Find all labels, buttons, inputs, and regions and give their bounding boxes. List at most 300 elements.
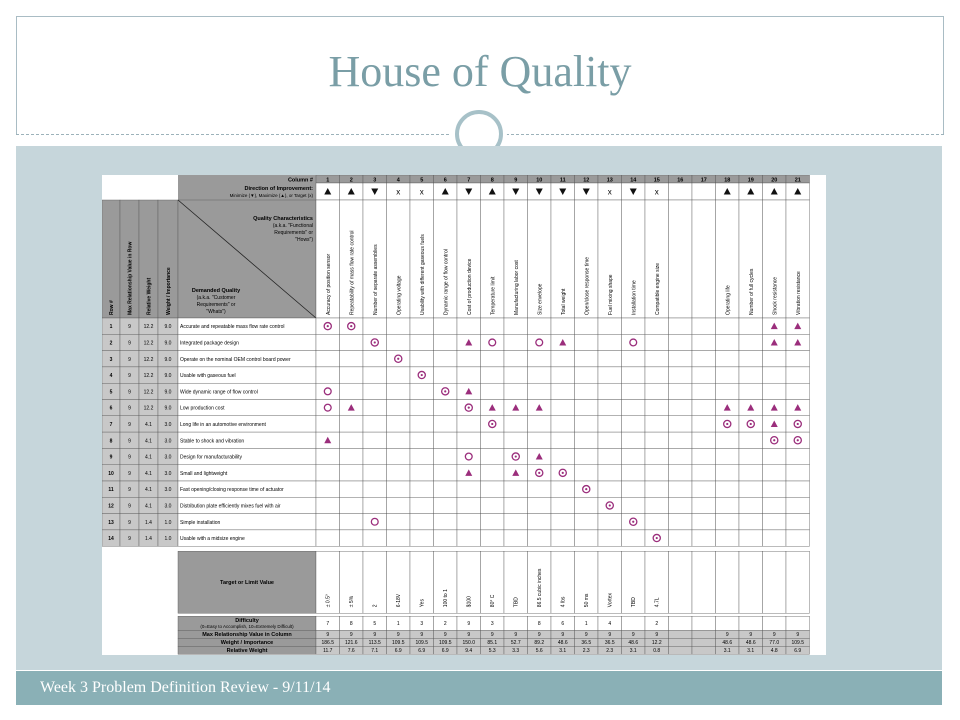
relative-weight-value: 5.3 — [488, 648, 496, 655]
matrix-cell — [622, 351, 646, 367]
target-value: TBD — [513, 597, 520, 608]
matrix-cell — [340, 432, 364, 448]
matrix-cell — [434, 530, 458, 546]
demanded-quality-text: Accurate and repeatable mass flow rate control — [180, 324, 285, 331]
matrix-cell — [645, 497, 669, 513]
matrix-cell — [739, 383, 763, 399]
matrix-cell — [434, 497, 458, 513]
matrix-cell — [410, 334, 434, 350]
max-relationship-column-value: 9 — [561, 632, 565, 639]
characteristic-label: Cost of production device — [466, 258, 473, 315]
target-value: 50 ms — [584, 593, 591, 608]
matrix-cell — [692, 318, 716, 334]
relative-weight-value: 6.9 — [441, 648, 449, 655]
target-x-icon: x — [396, 187, 401, 197]
column-number: 18 — [724, 177, 731, 184]
relative-weight-value: 3.1 — [559, 648, 567, 655]
max-relationship-column-value: 9 — [584, 632, 588, 639]
matrix-cell — [575, 351, 599, 367]
row-header-value: 9.0 — [164, 340, 172, 347]
matrix-cell — [692, 530, 716, 546]
row-header-value: 14 — [108, 536, 114, 543]
matrix-cell — [622, 497, 646, 513]
row-header-value: 9 — [128, 487, 131, 494]
row-header-value: 9 — [128, 519, 131, 526]
matrix-cell — [387, 318, 411, 334]
column-number: 13 — [606, 177, 613, 184]
relative-weight-value: 11.7 — [323, 648, 333, 655]
matrix-cell — [504, 416, 528, 432]
target-value: Vortex — [607, 593, 614, 608]
matrix-cell — [457, 514, 481, 530]
matrix-cell — [481, 367, 505, 383]
max-relationship-column-label: Max Relationship Value in Column — [202, 632, 292, 639]
characteristic-label: Operating life — [725, 285, 732, 315]
weight-importance-value: 109.5 — [791, 640, 805, 647]
demanded-quality-text: Usable with gaseous fuel — [180, 373, 236, 380]
relative-weight-value: 3.1 — [747, 648, 755, 655]
relative-weight-value: 3.3 — [512, 648, 520, 655]
column-number: 14 — [630, 177, 637, 184]
row-header-value: 9.0 — [164, 405, 172, 412]
matrix-cell — [575, 367, 599, 383]
target-value: ± 0.5° — [325, 594, 332, 608]
matrix-cell — [669, 497, 693, 513]
quality-characteristics-label: Requirements" or — [274, 230, 313, 236]
column-number: 8 — [490, 177, 494, 184]
row-header-value: 12.2 — [143, 340, 154, 347]
difficulty-value: 8 — [537, 621, 541, 628]
matrix-cell — [716, 351, 740, 367]
matrix-cell — [457, 448, 481, 464]
matrix-cell — [598, 334, 622, 350]
matrix-cell — [410, 351, 434, 367]
footer-bar — [16, 671, 942, 705]
demanded-quality-text: Stable to shock and vibration — [180, 438, 245, 445]
matrix-cell — [457, 432, 481, 448]
matrix-cell — [575, 400, 599, 416]
matrix-cell — [645, 334, 669, 350]
difficulty-value: 4 — [608, 621, 612, 628]
weight-importance-value: 52.7 — [510, 640, 521, 647]
weight-importance-value: 48.6 — [745, 640, 756, 647]
matrix-cell — [528, 416, 552, 432]
row-header-value: 9 — [128, 389, 131, 396]
matrix-cell — [481, 530, 505, 546]
matrix-cell — [340, 497, 364, 513]
row-header-value: 10 — [108, 470, 114, 477]
column-number: 21 — [794, 177, 801, 184]
matrix-cell — [598, 432, 622, 448]
matrix-cell — [528, 530, 552, 546]
weight-importance-value: 77.0 — [769, 640, 780, 647]
matrix-cell — [387, 530, 411, 546]
weight-importance-value: 150.0 — [462, 640, 476, 647]
matrix-cell — [340, 383, 364, 399]
strong-relationship-dot-icon — [444, 390, 446, 392]
characteristic-label: Fuel mixing shape — [607, 274, 614, 315]
matrix-cell — [786, 514, 810, 530]
target-value: TBD — [631, 597, 638, 608]
matrix-cell — [340, 465, 364, 481]
matrix-cell — [410, 497, 434, 513]
matrix-cell — [598, 318, 622, 334]
matrix-cell — [598, 530, 622, 546]
column-number: 11 — [559, 177, 566, 184]
weight-importance-label: Weight / Importance — [220, 640, 274, 647]
matrix-cell — [622, 416, 646, 432]
weight-importance-value: 113.5 — [368, 640, 381, 647]
strong-relationship-dot-icon — [562, 472, 564, 474]
matrix-cell — [434, 400, 458, 416]
matrix-cell — [763, 530, 787, 546]
characteristic-label: Vibration resistance — [795, 271, 802, 315]
matrix-cell — [481, 351, 505, 367]
demanded-quality-text: Wide dynamic range of flow control — [180, 389, 258, 396]
max-relationship-column-value: 9 — [396, 632, 400, 639]
matrix-cell — [763, 351, 787, 367]
max-relationship-column-value: 9 — [655, 632, 659, 639]
strong-relationship-dot-icon — [374, 341, 376, 343]
target-value: 100 to 1 — [443, 589, 450, 608]
matrix-cell — [316, 400, 340, 416]
row-header-value: 9 — [128, 454, 131, 461]
matrix-cell — [551, 367, 575, 383]
characteristic-label: Usability with different gaseous fuels — [419, 234, 426, 315]
matrix-cell — [434, 334, 458, 350]
matrix-cell — [457, 351, 481, 367]
matrix-cell — [598, 416, 622, 432]
matrix-cell — [528, 481, 552, 497]
row-header-value: 4.1 — [145, 454, 152, 461]
demanded-quality-text: Design for manufacturability — [180, 454, 242, 461]
target-value: 86.5 cubic inches — [537, 568, 544, 608]
matrix-cell — [504, 334, 528, 350]
matrix-cell — [434, 367, 458, 383]
target-value: Yes — [419, 599, 426, 608]
matrix-cell — [387, 432, 411, 448]
difficulty-cell — [622, 616, 646, 630]
strong-relationship-dot-icon — [773, 439, 775, 441]
matrix-cell — [504, 481, 528, 497]
matrix-cell — [316, 383, 340, 399]
matrix-cell — [598, 448, 622, 464]
matrix-cell — [598, 383, 622, 399]
column-number: 15 — [653, 177, 660, 184]
matrix-cell — [692, 481, 716, 497]
matrix-cell — [645, 481, 669, 497]
difficulty-value: 3 — [420, 621, 424, 628]
relative-weight-value: 3.1 — [723, 648, 731, 655]
row-header-value: 6 — [109, 405, 113, 412]
matrix-cell — [363, 400, 387, 416]
matrix-cell — [669, 448, 693, 464]
row-header-value: 9.0 — [164, 356, 172, 363]
weight-importance-value: 48.6 — [628, 640, 639, 647]
target-value: 6-18V — [396, 593, 403, 608]
column-number: 16 — [677, 177, 684, 184]
matrix-cell — [692, 416, 716, 432]
matrix-cell — [669, 432, 693, 448]
max-relationship-column-value: 9 — [490, 632, 494, 639]
matrix-cell — [457, 367, 481, 383]
matrix-cell — [669, 416, 693, 432]
matrix-cell — [316, 481, 340, 497]
left-header-label: Weight / Importance — [166, 267, 172, 315]
difficulty-sublabel: (0=Easy to Accomplish, 10=Extremely Difficult) — [200, 624, 294, 630]
target-cell — [669, 551, 693, 613]
matrix-cell — [598, 514, 622, 530]
matrix-cell — [716, 318, 740, 334]
column-number: 1 — [326, 177, 330, 184]
matrix-cell — [598, 351, 622, 367]
matrix-cell — [692, 465, 716, 481]
matrix-cell — [692, 432, 716, 448]
target-cell — [739, 551, 763, 613]
weight-importance-cell — [669, 638, 693, 646]
matrix-cell — [481, 432, 505, 448]
relative-weight-value: 6.9 — [418, 648, 426, 655]
demanded-quality-text: Small and lightweight — [180, 470, 228, 477]
matrix-cell — [763, 465, 787, 481]
target-value: 4 lbs — [560, 596, 567, 608]
strong-relationship-dot-icon — [327, 325, 329, 327]
matrix-cell — [434, 416, 458, 432]
matrix-cell — [786, 351, 810, 367]
matrix-cell — [716, 334, 740, 350]
matrix-cell — [575, 465, 599, 481]
matrix-cell — [481, 481, 505, 497]
matrix-cell — [528, 514, 552, 530]
matrix-cell — [387, 514, 411, 530]
target-x-icon: x — [607, 187, 612, 197]
matrix-cell — [575, 514, 599, 530]
matrix-cell — [645, 432, 669, 448]
max-relationship-column-cell — [669, 630, 693, 638]
difficulty-cell — [716, 616, 740, 630]
matrix-cell — [551, 351, 575, 367]
matrix-cell — [387, 334, 411, 350]
matrix-cell — [622, 334, 646, 350]
difficulty-value: 9 — [467, 621, 471, 628]
relative-weight-value: 6.9 — [794, 648, 802, 655]
matrix-cell — [669, 367, 693, 383]
matrix-cell — [763, 497, 787, 513]
matrix-cell — [457, 318, 481, 334]
difficulty-value: 7 — [326, 621, 330, 628]
matrix-cell — [340, 530, 364, 546]
matrix-cell — [387, 416, 411, 432]
matrix-cell — [669, 383, 693, 399]
relative-weight-value: 3.1 — [629, 648, 637, 655]
matrix-cell — [551, 497, 575, 513]
matrix-cell — [622, 367, 646, 383]
matrix-cell — [669, 481, 693, 497]
strong-relationship-dot-icon — [468, 407, 470, 409]
matrix-cell — [316, 416, 340, 432]
column-number: 5 — [420, 177, 424, 184]
matrix-cell — [645, 400, 669, 416]
matrix-cell — [716, 383, 740, 399]
matrix-cell — [763, 514, 787, 530]
weight-importance-value: 121.6 — [344, 640, 358, 647]
characteristic-label: Dynamic range of flow control — [443, 249, 450, 315]
matrix-cell — [363, 351, 387, 367]
matrix-cell — [504, 318, 528, 334]
row-header-value: 1.0 — [164, 536, 172, 543]
matrix-cell — [575, 448, 599, 464]
row-header-value: 9 — [128, 470, 131, 477]
characteristic-cell — [692, 200, 716, 318]
matrix-cell — [763, 383, 787, 399]
matrix-cell — [645, 448, 669, 464]
matrix-cell — [481, 318, 505, 334]
row-header-value: 3.0 — [164, 487, 172, 494]
left-header-label: Row # — [109, 300, 115, 315]
row-header-value: 4.1 — [145, 487, 152, 494]
demanded-quality-label: "Whats") — [206, 309, 226, 315]
difficulty-value: 6 — [561, 621, 565, 628]
relative-weight-value: 7.6 — [347, 648, 355, 655]
matrix-cell — [387, 383, 411, 399]
target-label: Target or Limit Value — [220, 580, 274, 587]
matrix-cell — [692, 514, 716, 530]
weight-importance-cell — [692, 638, 716, 646]
matrix-cell — [363, 465, 387, 481]
row-header-value: 3.0 — [164, 503, 172, 510]
max-relationship-column-value: 9 — [796, 632, 800, 639]
row-header-value: 1.0 — [164, 519, 172, 526]
weight-importance-value: 109.5 — [438, 640, 452, 647]
matrix-cell — [481, 514, 505, 530]
max-relationship-column-value: 9 — [749, 632, 753, 639]
matrix-cell — [340, 367, 364, 383]
characteristic-label: Size envelope — [537, 283, 544, 315]
matrix-cell — [387, 481, 411, 497]
demanded-quality-text: Fast opening/closing response time of actuator — [180, 487, 284, 494]
max-relationship-column-value: 9 — [772, 632, 776, 639]
difficulty-value: 8 — [349, 621, 353, 628]
target-value: 80° C — [490, 594, 497, 608]
demanded-quality-text: Low production cost — [180, 405, 225, 412]
max-relationship-column-value: 9 — [349, 632, 353, 639]
matrix-cell — [504, 367, 528, 383]
row-header-value: 11 — [108, 487, 114, 494]
matrix-cell — [457, 530, 481, 546]
matrix-cell — [363, 530, 387, 546]
matrix-cell — [504, 514, 528, 530]
matrix-cell — [739, 367, 763, 383]
characteristic-label: Shock resistance — [772, 276, 779, 315]
demanded-quality-label: Demanded Quality — [191, 288, 241, 294]
matrix-cell — [340, 416, 364, 432]
matrix-cell — [387, 367, 411, 383]
matrix-cell — [598, 367, 622, 383]
matrix-cell — [434, 351, 458, 367]
matrix-cell — [645, 367, 669, 383]
matrix-cell — [410, 481, 434, 497]
matrix-cell — [763, 481, 787, 497]
relative-weight-value: 9.4 — [465, 648, 473, 655]
matrix-cell — [387, 448, 411, 464]
matrix-cell — [528, 318, 552, 334]
row-header-value: 9 — [128, 438, 131, 445]
row-header-value: 9 — [128, 340, 131, 347]
direction-cell — [692, 183, 716, 200]
demanded-quality-text: Usable with a midsize engine — [180, 536, 245, 543]
matrix-cell — [410, 400, 434, 416]
matrix-cell — [363, 383, 387, 399]
strong-relationship-dot-icon — [632, 521, 634, 523]
row-header-value: 3.0 — [164, 470, 172, 477]
column-number: 17 — [700, 177, 707, 184]
weight-importance-value: 48.6 — [557, 640, 568, 647]
row-header-value: 9 — [128, 405, 131, 412]
matrix-cell — [669, 514, 693, 530]
matrix-cell — [316, 514, 340, 530]
target-cell — [716, 551, 740, 613]
matrix-cell — [575, 318, 599, 334]
relative-weight-value: 2.3 — [582, 648, 590, 655]
matrix-cell — [763, 448, 787, 464]
column-number: 10 — [536, 177, 543, 184]
difficulty-value: 5 — [373, 621, 377, 628]
matrix-cell — [598, 465, 622, 481]
row-header-value: 13 — [108, 519, 114, 526]
matrix-cell — [410, 432, 434, 448]
target-x-icon: x — [419, 187, 424, 197]
row-header-value: 9 — [128, 503, 131, 510]
row-header-value: 2 — [109, 340, 113, 347]
row-header-value: 8 — [109, 438, 113, 445]
row-header-value: 3.0 — [164, 421, 172, 428]
row-header-value: 4.1 — [145, 438, 152, 445]
matrix-cell — [575, 497, 599, 513]
matrix-cell — [363, 481, 387, 497]
target-cell — [786, 551, 810, 613]
matrix-cell — [598, 481, 622, 497]
weight-importance-value: 36.5 — [581, 640, 592, 647]
matrix-cell — [622, 318, 646, 334]
demanded-quality-text: Integrated package design — [180, 340, 239, 347]
row-header-value: 1.4 — [145, 519, 152, 526]
matrix-cell — [622, 383, 646, 399]
column-number-label: Column # — [287, 177, 313, 184]
matrix-cell — [786, 448, 810, 464]
column-number: 3 — [373, 177, 377, 184]
matrix-cell — [481, 383, 505, 399]
row-header-value: 9.0 — [164, 389, 172, 396]
weight-importance-value: 36.5 — [604, 640, 615, 647]
matrix-cell — [410, 530, 434, 546]
matrix-cell — [786, 530, 810, 546]
direction-cell — [669, 183, 693, 200]
matrix-cell — [363, 318, 387, 334]
difficulty-cell — [786, 616, 810, 630]
row-header-value: 12 — [108, 503, 114, 510]
matrix-cell — [363, 416, 387, 432]
matrix-cell — [528, 432, 552, 448]
matrix-cell — [551, 318, 575, 334]
matrix-cell — [645, 465, 669, 481]
row-header-value: 9.0 — [164, 324, 172, 331]
matrix-cell — [528, 367, 552, 383]
max-relationship-column-value: 9 — [537, 632, 541, 639]
matrix-cell — [645, 318, 669, 334]
strong-relationship-dot-icon — [609, 504, 611, 506]
matrix-cell — [669, 530, 693, 546]
left-header-label: Relative Weight — [146, 277, 153, 315]
